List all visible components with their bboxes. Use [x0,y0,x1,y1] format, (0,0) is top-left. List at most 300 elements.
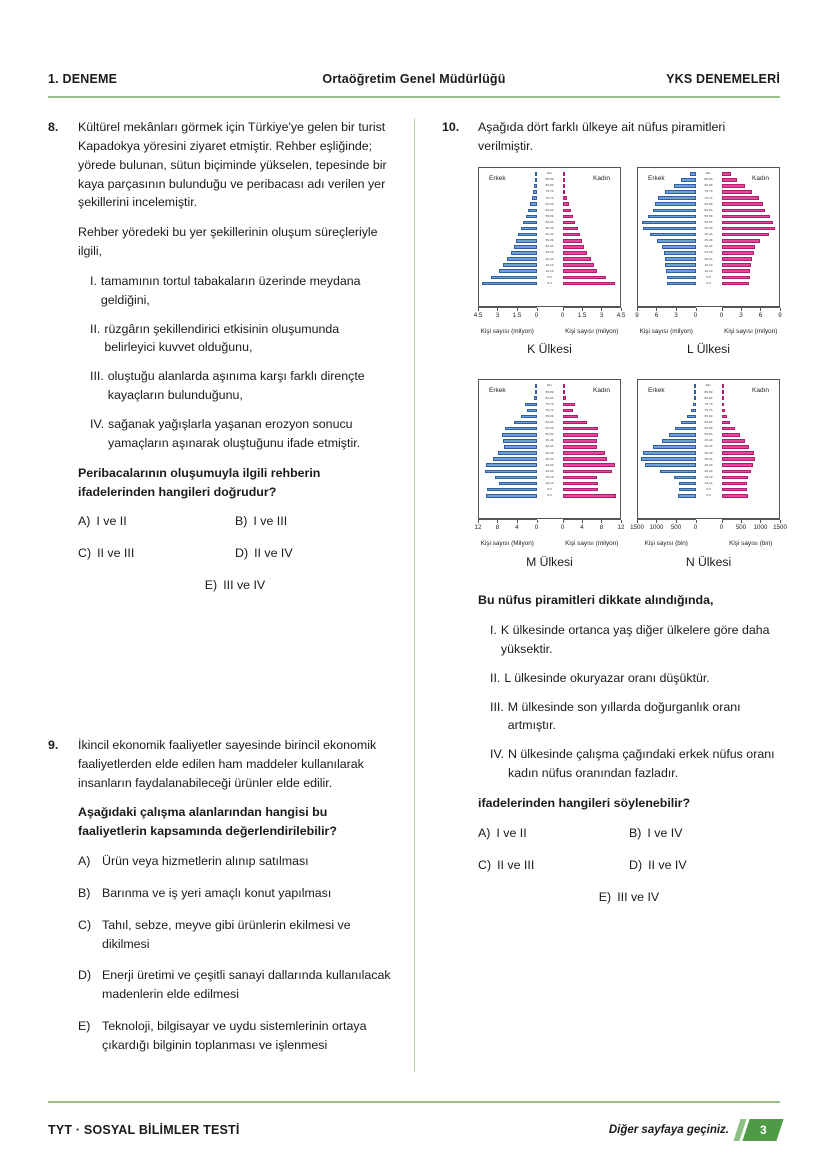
option-e[interactable] [78,1017,392,1055]
age-group-label: 70-74 [704,407,713,412]
question-8-roman-list [78,272,392,453]
male-bar [694,390,696,394]
age-group-label: 35-39 [704,450,713,455]
female-bar [563,451,606,455]
male-axis-title: Kişi sayısı (bin) [644,539,688,547]
option-letter: A) [78,854,91,869]
roman-text: tamamının tortul tabakaların üzerinde meydana geldiğini, [100,273,361,307]
female-bar [722,463,754,467]
male-bar [648,215,696,219]
age-group-label: 85-89 [704,177,713,182]
female-bar [563,209,571,213]
female-bar [563,196,567,200]
female-bar [563,233,581,237]
female-bar [722,190,753,194]
option-letter: B) [78,885,91,900]
age-group-label: 25-29 [545,462,554,467]
female-bar [563,439,598,443]
female-bar [563,390,565,394]
roman-text: N ülkesinde çalışma çağındaki erkek nüfus oranı kadın nüfus oranından fazladır. [508,747,775,781]
age-group-label: 85-89 [704,389,713,394]
age-group-label: 10-14 [545,268,554,273]
male-bar [650,233,696,237]
pyramid-bar-row [638,493,696,499]
chart-caption-n: N Ülkesi [685,554,732,569]
female-axis-label: Kadın [752,174,769,182]
axis-tick-label: 1000 [649,523,664,531]
age-group-label: 15-19 [545,262,554,267]
pyramid-x-axis [630,519,787,539]
age-group-label: 10-14 [704,268,713,273]
pyramid-plot-area [637,167,780,307]
male-bar [530,202,536,206]
question-9 [48,736,392,1068]
female-bar [563,276,606,280]
option-text: II ve III [497,857,535,872]
age-group-label: 60-64 [545,420,554,425]
axis-tick-label: 6 [758,311,763,319]
female-bar [563,415,578,419]
age-axis [537,379,563,519]
age-group-label: 30-34 [704,244,713,249]
female-bar [563,384,565,388]
age-group-label: 30-34 [545,244,554,249]
option-a[interactable] [78,852,392,871]
right-column [414,118,787,1072]
option-text: I ve III [253,514,288,529]
pyramid-bar-row [722,280,780,286]
female-bar [563,470,613,474]
option-text: Barınma ve iş yeri amaçlı konut yapılması [102,885,332,900]
female-bar [722,276,750,280]
male-panel [637,379,696,519]
question-9-paragraph-1: İkincil ekonomik faaliyetler sayesinde birincil ekonomik faaliyetlerden elde edilen ham maddeler kullanılarak insanların faydalanabileceği ürünler elde edilir. [78,737,377,790]
option-a[interactable] [478,824,629,843]
female-bar [722,396,724,400]
male-x-axis [473,307,539,327]
axis-tick-label: 8 [495,523,500,531]
female-axis-title: Kişi sayısı (milyon) [724,327,778,335]
male-bar [495,476,536,480]
male-axis-label: Erkek [648,174,665,182]
male-bar [535,390,537,394]
page-header [48,72,780,86]
female-bar [722,482,747,486]
male-x-axis [474,519,539,539]
female-bar [722,202,764,206]
female-bar [722,233,769,237]
female-bar [722,470,751,474]
footer-continue-note: Diğer sayfaya geçiniz. [608,1124,729,1136]
option-e[interactable] [205,576,265,595]
pyramid-plot-area [637,379,780,519]
male-panel [637,167,696,307]
option-text: II ve IV [648,857,687,872]
pyramid-axis-titles [478,539,621,549]
age-group-label: 60-64 [704,420,713,425]
male-axis-title: Kişi sayısı (milyon) [480,327,534,335]
age-group-label: 90+ [546,171,553,176]
male-bar [534,184,536,188]
female-bar [722,227,775,231]
pyramid-bar-row [563,280,621,286]
option-b[interactable] [629,824,780,843]
roman-label: I. [90,273,97,288]
age-group-label: 25-29 [545,250,554,255]
male-bar [493,457,537,461]
pyramid-x-axis [473,307,626,327]
female-bar [563,457,607,461]
age-group-label: 90+ [705,171,712,176]
male-panel [478,167,537,307]
male-bar [653,445,695,449]
option-letter: A) [478,825,491,840]
female-bar [563,396,566,400]
male-bar [503,263,536,267]
question-8 [48,118,392,608]
axis-tick-label: 0 [560,311,565,319]
female-bar [722,282,749,286]
option-text: II ve IV [254,546,293,561]
question-9-options [78,852,392,1055]
female-bar [722,209,765,213]
axis-tick-label: 0 [693,523,698,531]
roman-label: I. [490,623,497,638]
age-axis [537,167,563,307]
male-x-axis [630,519,698,539]
female-bar [722,251,755,255]
female-bar [563,282,615,286]
male-bar [521,227,537,231]
option-letter: D) [629,857,643,872]
female-bar [722,257,753,261]
female-bar [722,196,760,200]
pyramid-bar-row [638,280,696,286]
page-footer [48,1119,780,1141]
female-bar [563,427,598,431]
age-group-label: 40-44 [545,444,554,449]
female-bar [722,445,750,449]
question-10-roman-list [478,621,780,783]
age-group-label: 5-9 [547,274,552,279]
age-group-label: 15-19 [545,474,554,479]
footer-divider [48,1101,780,1103]
axis-tick-label: 12 [474,523,482,531]
female-bar [563,403,576,407]
age-group-label: 0-4 [547,280,552,285]
option-letter: C) [78,546,92,561]
list-item [90,320,392,358]
female-bar [563,245,585,249]
female-bar [563,494,617,498]
roman-label: III. [490,699,504,714]
age-group-label: 75-79 [545,401,554,406]
female-bar [722,239,761,243]
question-8-stem: Peribacalarının oluşumuyla ilgili rehberin ifadelerinden hangileri doğrudur? [78,465,321,499]
male-bar [516,239,536,243]
female-x-axis [719,307,782,327]
male-bar [690,172,696,176]
option-text: I ve II [496,825,527,840]
question-10 [442,118,787,919]
male-bar [687,415,696,419]
age-group-label: 85-89 [545,177,554,182]
female-axis-title: Kişi sayısı (milyon) [565,539,619,547]
female-bar [722,457,756,461]
female-axis-title: Kişi sayısı (bin) [729,539,773,547]
pyramid-x-axis [637,307,780,327]
option-text: I ve IV [647,825,683,840]
age-group-label: 20-24 [704,256,713,261]
chart-caption-m: M Ülkesi [526,554,573,569]
axis-tick-label: 500 [670,523,682,531]
female-bar [563,239,583,243]
roman-text: oluştuğu alanlarda aşınıma karşı farklı dirençte kayaçların bulunduğunu, [107,369,365,403]
age-group-label: 70-74 [545,407,554,412]
list-item [490,698,780,736]
male-bar [679,488,696,492]
header-institution: Ortaöğretim Genel Müdürlüğü [322,72,506,86]
option-text: I ve II [96,514,127,529]
age-group-label: 65-69 [704,413,713,418]
female-bar [563,463,615,467]
male-bar [694,384,696,388]
male-bar [535,384,537,388]
pyramid-bar-row [479,280,537,286]
axis-tick-label: 3 [739,311,743,319]
option-c[interactable] [478,856,629,875]
male-bar [657,239,695,243]
male-x-axis [637,307,696,327]
option-d[interactable] [629,856,780,875]
age-group-label: 80-84 [704,183,713,188]
male-bar [482,282,537,286]
option-d[interactable] [78,966,392,1004]
male-bar [499,482,536,486]
roman-text: M ülkesinde son yıllarda doğurganlık oranı artmıştır. [507,699,741,733]
female-axis-title: Kişi sayısı (milyon) [565,327,619,335]
pyramid-bar-row [563,493,621,499]
age-group-label: 15-19 [704,262,713,267]
age-group-label: 25-29 [704,250,713,255]
female-bar [722,390,724,394]
male-bar [535,172,537,176]
roman-text: L ülkesinde okuryazar oranı düşüktür. [504,670,710,685]
age-group-label: 20-24 [704,468,713,473]
option-text: Teknoloji, bilgisayar ve uydu sistemlerinin ortaya çıkardığı bilginin toplanması ve işlenmesi [102,1019,367,1052]
male-bar [486,494,536,498]
age-group-label: 5-9 [706,487,711,492]
age-group-label: 55-59 [704,213,713,218]
male-bar [643,451,696,455]
female-bar [722,245,756,249]
female-bar [563,269,598,273]
pyramid-plot-area [478,379,621,519]
age-group-label: 40-44 [704,232,713,237]
axis-tick-label: 3 [495,311,500,319]
age-group-label: 5-9 [547,487,552,492]
pyramid-chart-m [474,379,625,587]
option-e[interactable] [599,888,659,907]
age-group-label: 55-59 [545,213,554,218]
male-bar [662,245,695,249]
roman-label: IV. [90,416,105,431]
male-panel [478,379,537,519]
female-bar [722,409,725,413]
option-letter: B) [235,514,248,529]
male-axis-title: Kişi sayısı (Milyon) [480,539,534,547]
male-bar [655,202,696,206]
axis-tick-label: 1000 [753,523,768,531]
left-column [48,118,414,1072]
pyramid-x-axis [474,519,625,539]
axis-tick-label: 0 [534,523,539,531]
axis-tick-label: 0 [719,311,724,319]
female-bar [563,421,588,425]
roman-label: IV. [490,747,505,762]
option-c[interactable] [78,916,392,954]
age-group-label: 30-34 [704,456,713,461]
female-bar [722,403,724,407]
age-group-label: 35-39 [545,238,554,243]
age-group-label: 55-59 [545,426,554,431]
female-bar [563,172,565,176]
axis-tick-label: 500 [735,523,747,531]
pyramid-axis-titles [637,539,780,549]
question-10-stem: Bu nüfus piramitleri dikkate alındığında, [478,593,714,608]
male-bar [504,445,537,449]
male-bar [507,257,536,261]
option-text: Ürün veya hizmetlerin alınıp satılması [102,854,309,869]
male-bar [658,196,695,200]
axis-tick-label: 12 [617,523,625,531]
question-9-stem: Aşağıdaki çalışma alanlarından hangisi bu faaliyetlerin kapsamında değerlendirilebilir? [78,805,337,839]
header-series-name: YKS DENEMELERİ [666,72,780,86]
female-bar [563,263,594,267]
option-text: Enerji üretimi ve çeşitli sanayi dallarında kullanılacak madenlerin elde edilmesi [102,968,391,1002]
age-group-label: 75-79 [545,189,554,194]
roman-label: III. [90,369,104,384]
pyramid-bar-row [479,493,537,499]
age-group-label: 50-54 [545,432,554,437]
option-a[interactable] [78,512,235,531]
age-group-label: 90+ [546,383,553,388]
male-bar [681,421,696,425]
option-text: III ve IV [223,578,266,593]
roman-text: sağanak yağışlarla yaşanan erozyon sonucu yamaçların aşınarak oluştuğunu ifade etmiştir. [108,416,361,450]
male-bar [667,282,695,286]
age-group-label: 50-54 [704,432,713,437]
age-group-label: 80-84 [545,183,554,188]
axis-tick-label: 4.5 [616,311,626,319]
age-group-label: 45-49 [704,226,713,231]
female-bar [722,494,749,498]
chart-caption-k: K Ülkesi [527,342,572,357]
option-b[interactable] [78,884,392,903]
age-group-label: 10-14 [545,480,554,485]
axis-tick-label: 4 [580,523,584,531]
female-bar [722,433,740,437]
pyramid-axis-titles [478,327,621,337]
male-bar [665,257,696,261]
male-bar [653,209,696,213]
female-bar [563,184,565,188]
roman-text: rüzgârın şekillendirici etkisinin oluşumunda belirleyici kuvvet olduğunu, [104,321,340,355]
male-bar [487,488,536,492]
female-bar [722,172,732,176]
list-item [90,272,392,310]
age-group-label: 70-74 [545,195,554,200]
age-group-label: 20-24 [545,468,554,473]
male-bar [660,470,696,474]
male-bar [679,482,695,486]
female-bar [563,251,587,255]
roman-label: II. [490,670,501,685]
female-bar [722,427,735,431]
question-10-options [478,824,780,907]
male-axis-label: Erkek [489,174,506,182]
female-bar [722,439,745,443]
male-bar [678,494,695,498]
option-c[interactable] [78,544,235,563]
male-bar [667,276,696,280]
male-bar [511,251,537,255]
axis-tick-label: 0 [534,311,539,319]
male-bar [491,276,537,280]
male-bar [532,196,537,200]
male-bar [665,190,695,194]
female-bar [563,221,576,225]
question-8-paragraph-2: Rehber yöredeki bu yer şekillerinin oluşum süreçleriyle ilgili, [78,225,378,259]
age-group-label: 55-59 [704,426,713,431]
axis-tick-label: 8 [599,523,604,531]
option-d[interactable] [235,544,392,563]
age-group-label: 30-34 [545,456,554,461]
axis-tick-label: 9 [778,311,782,319]
male-bar [505,427,536,431]
question-8-paragraph-1: Kültürel mekânları görmek için Türkiye'ye gelen bir turist Kapadokya yöresini ziyaret etmiştir. Rehber eşliğinde; yörede bulunan, sütun biçiminde yükselen, tepesinde bir kaya parçasının bulunduğu ve peribacası adı verilen yer şekillerini incelemiştir. [78,120,387,210]
age-group-label: 65-69 [545,201,554,206]
male-bar [514,421,537,425]
male-bar [499,269,536,273]
female-bar [722,263,751,267]
female-panel [722,379,781,519]
male-bar [643,227,695,231]
male-axis-label: Erkek [648,386,665,394]
option-b[interactable] [235,512,392,531]
list-item [490,745,780,783]
male-axis-label: Erkek [489,386,506,394]
pyramid-chart-l [637,167,780,375]
age-group-label: 60-64 [545,207,554,212]
female-bar [722,269,751,273]
male-bar [642,221,695,225]
axis-tick-label: 3 [674,311,678,319]
male-bar [502,433,537,437]
age-group-label: 45-49 [704,438,713,443]
axis-tick-label: 3 [599,311,604,319]
male-bar [681,178,695,182]
question-8-number: 8. [48,120,59,134]
female-x-axis [560,519,625,539]
female-bar [563,178,565,182]
pyramid-bar-row [722,493,780,499]
content-columns [48,118,787,1072]
age-group-label: 50-54 [545,219,554,224]
chart-caption-l: L Ülkesi [687,342,730,357]
header-exam-name: 1. DENEME [48,72,118,86]
page-number-badge [742,1119,783,1141]
